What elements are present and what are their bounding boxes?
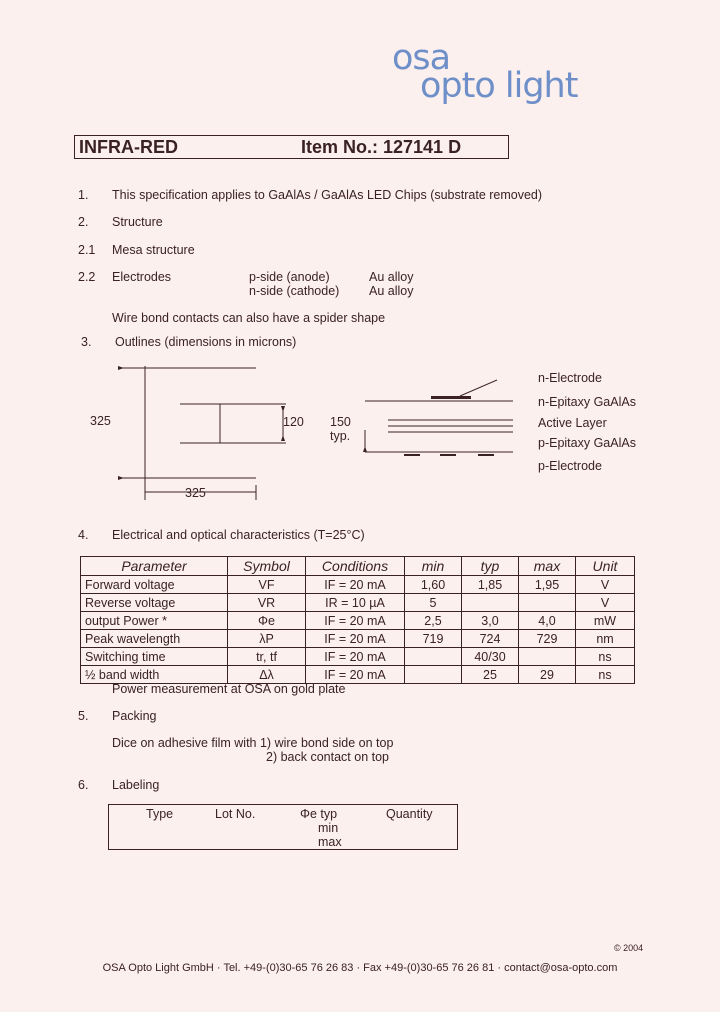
labeling-phi-typ: Φe typ	[300, 807, 338, 821]
table-cell: VR	[228, 594, 306, 612]
table-cell	[405, 648, 462, 666]
table-cell: 1,85	[462, 576, 519, 594]
section-5-text: Packing	[112, 709, 157, 723]
labeling-type: Type	[146, 807, 174, 821]
footer-contact: OSA Opto Light GmbH · Tel. +49-(0)30-65 76 26 83 · Fax +49-(0)30-65 76 26 81 · contact@osa-opto.com	[102, 962, 618, 974]
table-cell: ½ band width	[81, 666, 228, 684]
section-2-2-text: Electrodes	[112, 270, 172, 284]
table-cell: tr, tf	[228, 648, 306, 666]
col-min: min	[405, 557, 462, 576]
table-cell: V	[576, 594, 635, 612]
table-cell: VF	[228, 576, 306, 594]
table-cell: 724	[462, 630, 519, 648]
table-cell: 25	[462, 666, 519, 684]
table-cell: 40/30	[462, 648, 519, 666]
table-row	[81, 648, 635, 666]
label-active-layer: Active Layer	[538, 416, 607, 430]
table-cell: 1,95	[519, 576, 576, 594]
n-side-label: n-side (cathode)	[249, 284, 340, 298]
table-cell: ns	[576, 666, 635, 684]
dim-325-left: 325	[90, 414, 111, 428]
col-symbol: Symbol	[228, 557, 306, 576]
section-3-text: Outlines (dimensions in microns)	[115, 335, 297, 349]
section-2-text: Structure	[112, 215, 163, 229]
p-side-label: p-side (anode)	[249, 270, 330, 284]
section-1-text: This specification applies to GaAlAs / GaAlAs LED Chips (substrate removed)	[112, 188, 543, 202]
table-cell: Forward voltage	[81, 576, 228, 594]
col-typ: typ	[462, 557, 519, 576]
dim-typ: typ.	[330, 429, 351, 443]
col-max: max	[519, 557, 576, 576]
table-cell: Δλ	[228, 666, 306, 684]
label-n-epitaxy: n-Epitaxy GaAlAs	[538, 395, 636, 409]
table-cell: output Power *	[81, 612, 228, 630]
dim-150: 150	[330, 415, 351, 429]
p-side-material: Au alloy	[369, 270, 414, 284]
logo-osa: osa	[392, 38, 451, 78]
section-2-2-number: 2.2	[78, 270, 96, 284]
table-cell: ns	[576, 648, 635, 666]
label-p-electrode: p-Electrode	[538, 459, 602, 473]
table-cell: IF = 20 mA	[306, 630, 405, 648]
table-cell: IF = 20 mA	[306, 666, 405, 684]
copyright: © 2004	[614, 943, 644, 953]
section-5-number: 5.	[78, 709, 89, 723]
section-4-text: Electrical and optical characteristics (T=25°C)	[112, 528, 365, 542]
table-cell: IR = 10 µA	[306, 594, 405, 612]
table-cell	[519, 648, 576, 666]
table-cell	[405, 666, 462, 684]
table-cell: IF = 20 mA	[306, 648, 405, 666]
labeling-box	[108, 804, 458, 850]
title-category: INFRA-RED	[79, 137, 178, 157]
table-cell	[462, 594, 519, 612]
table-cell: 4,0	[519, 612, 576, 630]
section-4-number: 4.	[78, 528, 89, 542]
labeling-quantity: Quantity	[386, 807, 433, 821]
table-cell: 3,0	[462, 612, 519, 630]
logo-opto-light: opto light	[420, 66, 578, 106]
table-cell: nm	[576, 630, 635, 648]
table-cell: Φe	[228, 612, 306, 630]
table-row	[81, 612, 635, 630]
section-6-text: Labeling	[112, 778, 160, 792]
packing-line-1: Dice on adhesive film with 1) wire bond side on top	[112, 736, 394, 750]
table-cell: mW	[576, 612, 635, 630]
dim-325-bottom: 325	[185, 486, 206, 500]
table-row	[81, 594, 635, 612]
table-cell: 719	[405, 630, 462, 648]
labeling-min: min	[318, 821, 339, 835]
table-cell: 5	[405, 594, 462, 612]
section-2-1-number: 2.1	[78, 243, 96, 257]
table-row	[81, 666, 635, 684]
n-side-material: Au alloy	[369, 284, 414, 298]
section-1-number: 1.	[78, 188, 89, 202]
table-cell: 2,5	[405, 612, 462, 630]
col-conditions: Conditions	[306, 557, 405, 576]
characteristics-table	[80, 556, 635, 684]
table-row	[81, 576, 635, 594]
label-n-electrode: n-Electrode	[538, 371, 602, 385]
packing-line-2: 2) back contact on top	[266, 750, 389, 764]
dim-120: 120	[283, 415, 304, 429]
table-cell: 729	[519, 630, 576, 648]
section-6-number: 6.	[78, 778, 89, 792]
label-p-epitaxy: p-Epitaxy GaAlAs	[538, 436, 636, 450]
table-cell: Switching time	[81, 648, 228, 666]
col-parameter: Parameter	[81, 557, 228, 576]
title-item-number: Item No.: 127141 D	[301, 137, 462, 157]
section-2-number: 2.	[78, 215, 89, 229]
section-2-1-text: Mesa structure	[112, 243, 195, 257]
wire-bond-note: Wire bond contacts can also have a spider shape	[112, 311, 386, 325]
table-cell: 29	[519, 666, 576, 684]
table-cell: IF = 20 mA	[306, 612, 405, 630]
table-header-row	[81, 557, 635, 576]
table-cell: Peak wavelength	[81, 630, 228, 648]
labeling-lot: Lot No.	[215, 807, 256, 821]
table-cell: IF = 20 mA	[306, 576, 405, 594]
power-note: Power measurement at OSA on gold plate	[112, 682, 346, 696]
table-cell: Reverse voltage	[81, 594, 228, 612]
table-cell: V	[576, 576, 635, 594]
labeling-max: max	[318, 835, 342, 849]
table-row	[81, 630, 635, 648]
col-unit: Unit	[576, 557, 635, 576]
table-cell: λP	[228, 630, 306, 648]
table-cell: 1,60	[405, 576, 462, 594]
table-cell	[519, 594, 576, 612]
section-3-number: 3.	[81, 335, 92, 349]
